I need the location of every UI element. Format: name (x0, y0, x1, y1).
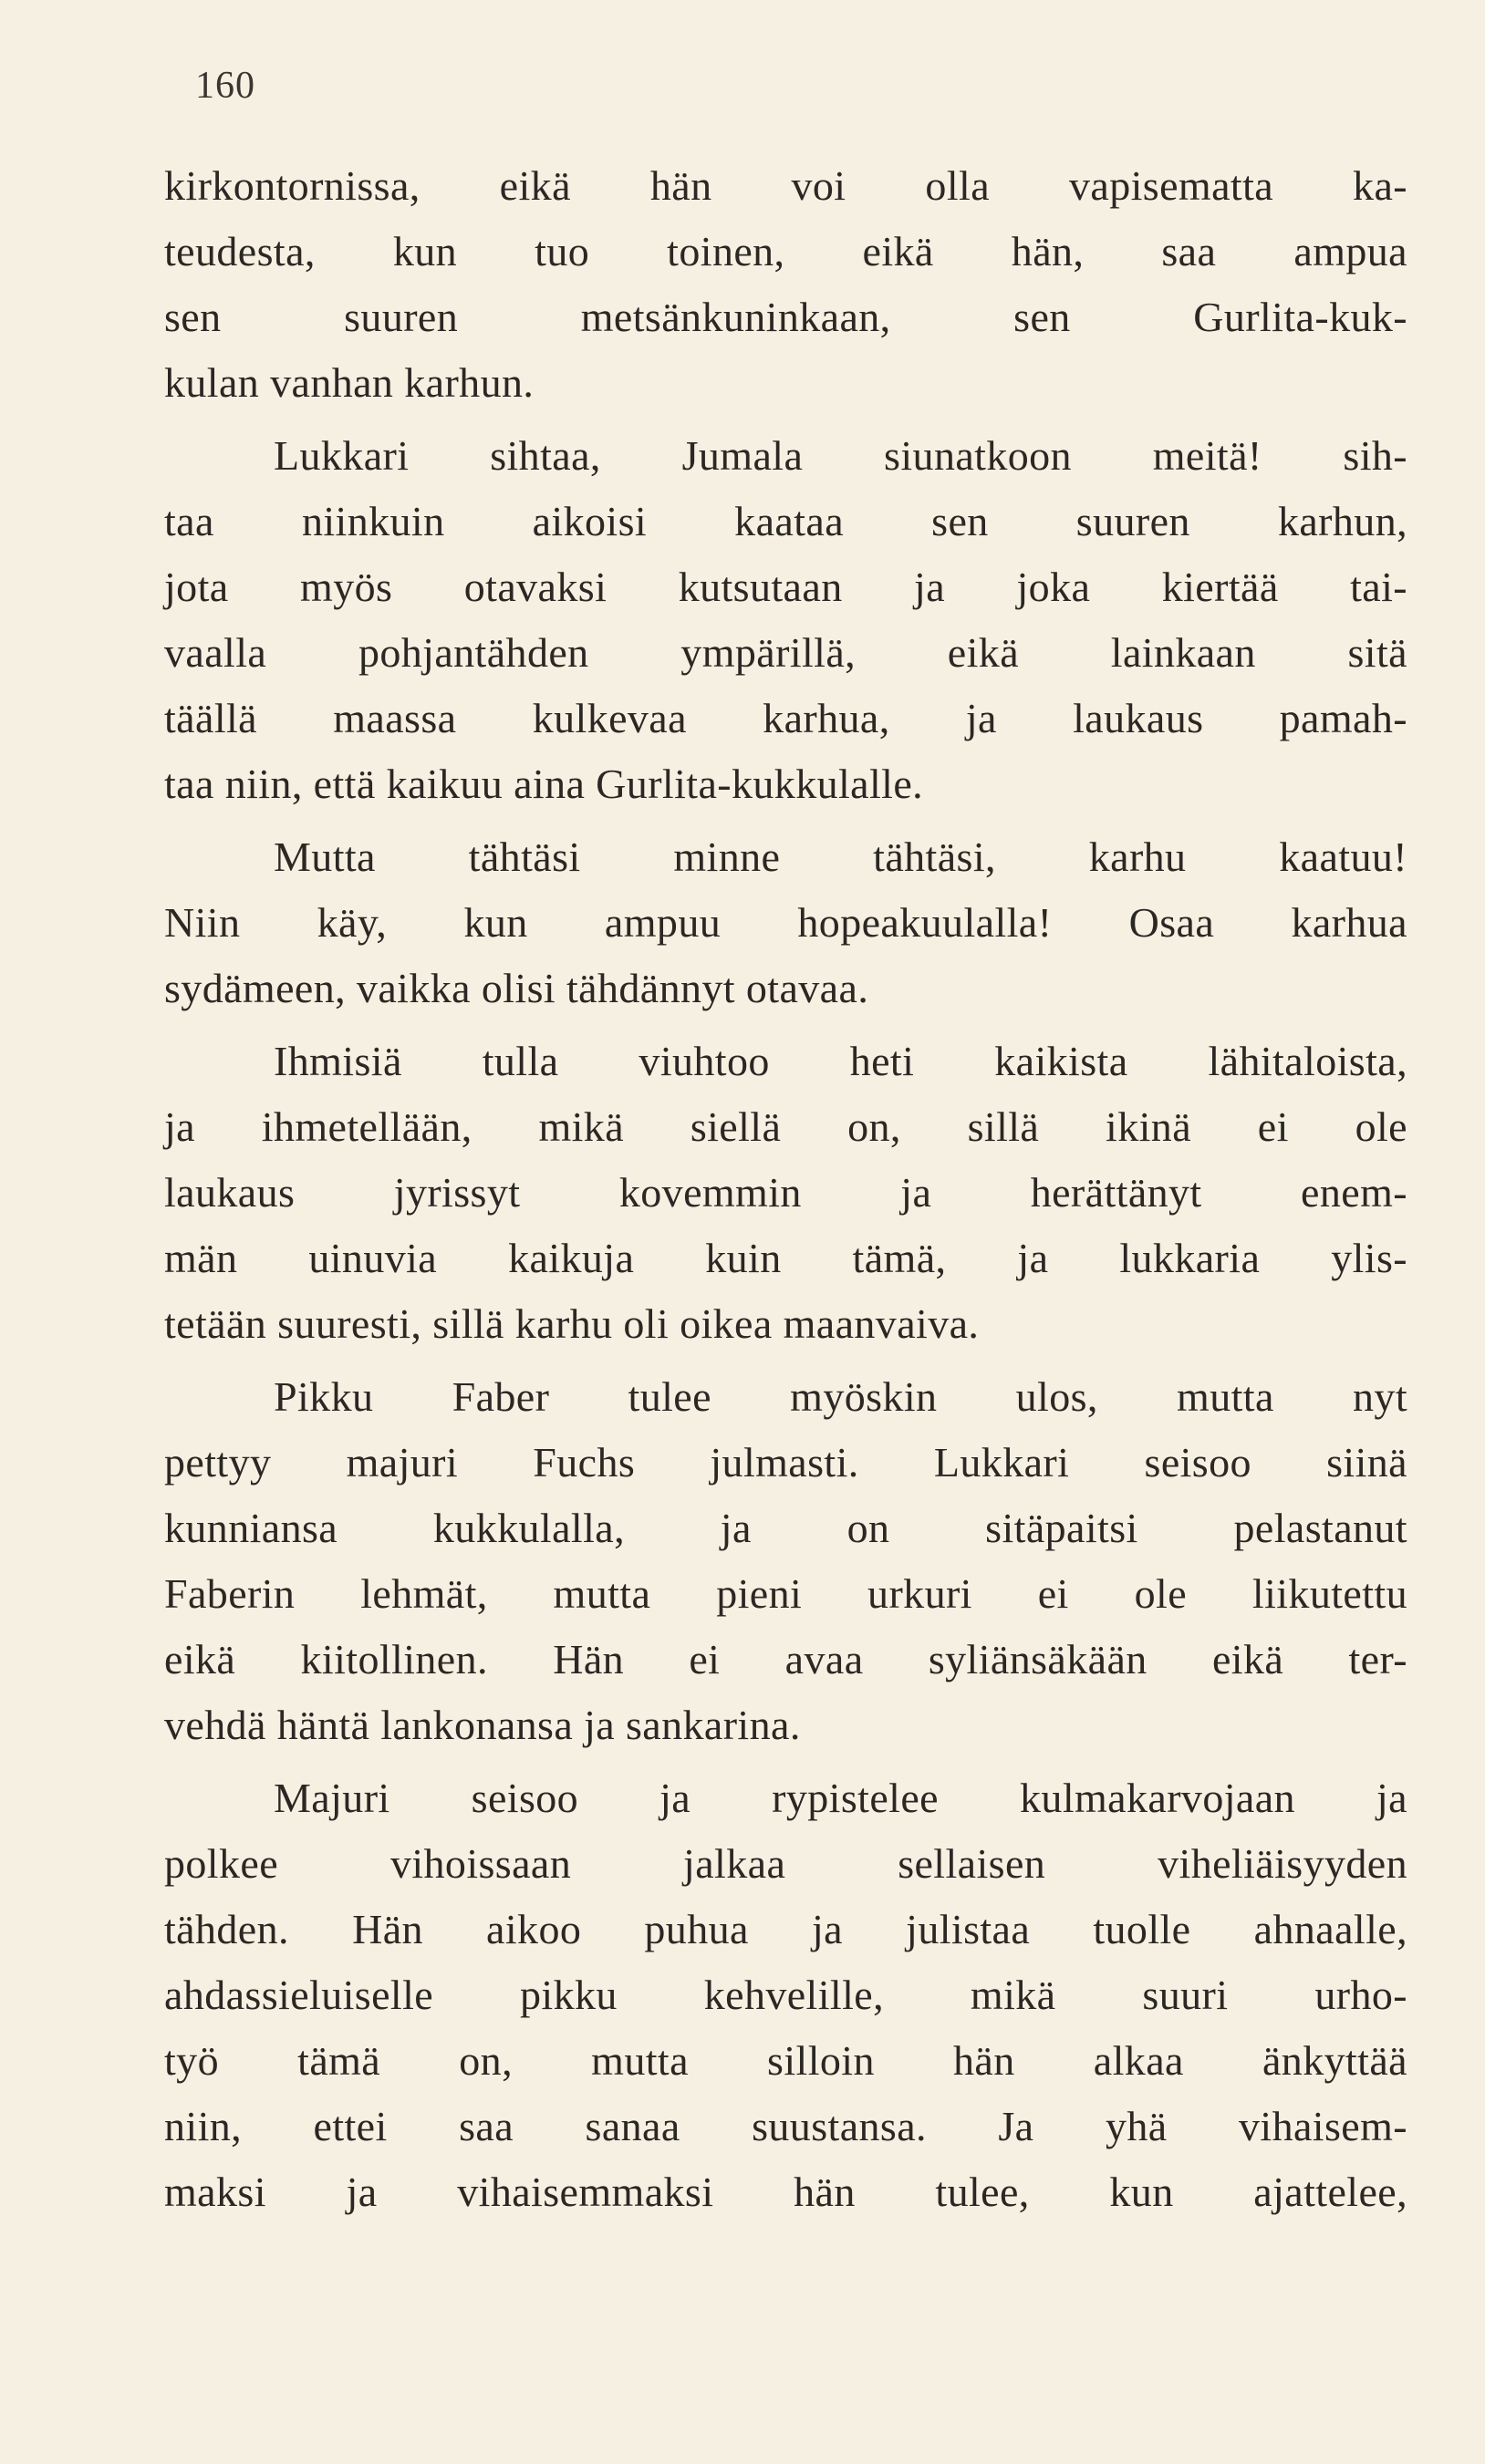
text-line: täällä maassa kulkevaa karhua, ja laukaus pamah- (164, 695, 1407, 741)
text-line: pettyy majuri Fuchs julmasti. Lukkari seisoo siinä (164, 1439, 1407, 1486)
text-line: laukaus jyrissyt kovemmin ja herättänyt enem- (164, 1169, 1407, 1216)
text-line: työ tämä on, mutta silloin hän alkaa änkyttää (164, 2037, 1407, 2084)
text-line: Niin käy, kun ampuu hopeakuulalla! Osaa karhua (164, 899, 1407, 946)
text-line: Mutta tähtäsi minne tähtäsi, karhu kaatuu! (274, 833, 1407, 880)
text-line: kirkontornissa, eikä hän voi olla vapisematta ka- (164, 162, 1407, 209)
paragraph (164, 423, 1407, 817)
paragraph (164, 1765, 1407, 2225)
text-line: kunniansa kukkulalla, ja on sitäpaitsi pelastanut (164, 1505, 1407, 1551)
text-line: kulan vanhan karhun. (164, 359, 535, 406)
text-line: niin, ettei saa sanaa suustansa. Ja yhä vihaisem- (164, 2103, 1407, 2149)
text-line: taa niinkuin aikoisi kaataa sen suuren karhun, (164, 498, 1407, 544)
text-line: taa niin, että kaikuu aina Gurlita-kukkulalle. (164, 761, 924, 807)
paragraph (164, 1364, 1407, 1758)
text-line: Pikku Faber tulee myöskin ulos, mutta nyt (274, 1373, 1407, 1420)
text-line: ja ihmetellään, mikä siellä on, sillä ikinä ei ole (164, 1103, 1407, 1150)
text-line: tähden. Hän aikoo puhua ja julistaa tuolle ahnaalle, (164, 1906, 1407, 1952)
text-line: Faberin lehmät, mutta pieni urkuri ei ole liikutettu (164, 1570, 1407, 1617)
paragraph (164, 824, 1407, 1021)
text-line: eikä kiitollinen. Hän ei avaa syliänsäkään eikä ter- (164, 1636, 1407, 1682)
text-line: polkee vihoissaan jalkaa sellaisen viheliäisyyden (164, 1840, 1407, 1887)
text-line: teudesta, kun tuo toinen, eikä hän, saa ampua (164, 228, 1407, 274)
paragraph (164, 153, 1407, 416)
text-line: Majuri seisoo ja rypistelee kulmakarvojaan ja (274, 1775, 1407, 1821)
text-line: Ihmisiä tulla viuhtoo heti kaikista lähitaloista, (274, 1038, 1407, 1084)
text-line: Lukkari sihtaa, Jumala siunatkoon meitä! sih- (274, 432, 1407, 479)
text-line: sen suuren metsänkuninkaan, sen Gurlita-kuk- (164, 294, 1407, 340)
body-text (164, 153, 1407, 2225)
text-line: sydämeen, vaikka olisi tähdännyt otavaa. (164, 965, 869, 1011)
text-line: ahdassieluiselle pikku kehvelille, mikä suuri urho- (164, 1972, 1407, 2018)
text-line: jota myös otavaksi kutsutaan ja joka kiertää tai- (164, 564, 1407, 610)
paragraph (164, 1029, 1407, 1357)
text-line: män uinuvia kaikuja kuin tämä, ja lukkaria ylis- (164, 1235, 1407, 1281)
page-number: 160 (195, 65, 255, 107)
text-line: maksi ja vihaisemmaksi hän tulee, kun ajattelee, (164, 2169, 1407, 2215)
text-line: tetään suuresti, sillä karhu oli oikea maanvaiva. (164, 1300, 980, 1347)
text-line: vaalla pohjantähden ympärillä, eikä lainkaan sitä (164, 629, 1407, 676)
text-line: vehdä häntä lankonansa ja sankarina. (164, 1702, 801, 1748)
